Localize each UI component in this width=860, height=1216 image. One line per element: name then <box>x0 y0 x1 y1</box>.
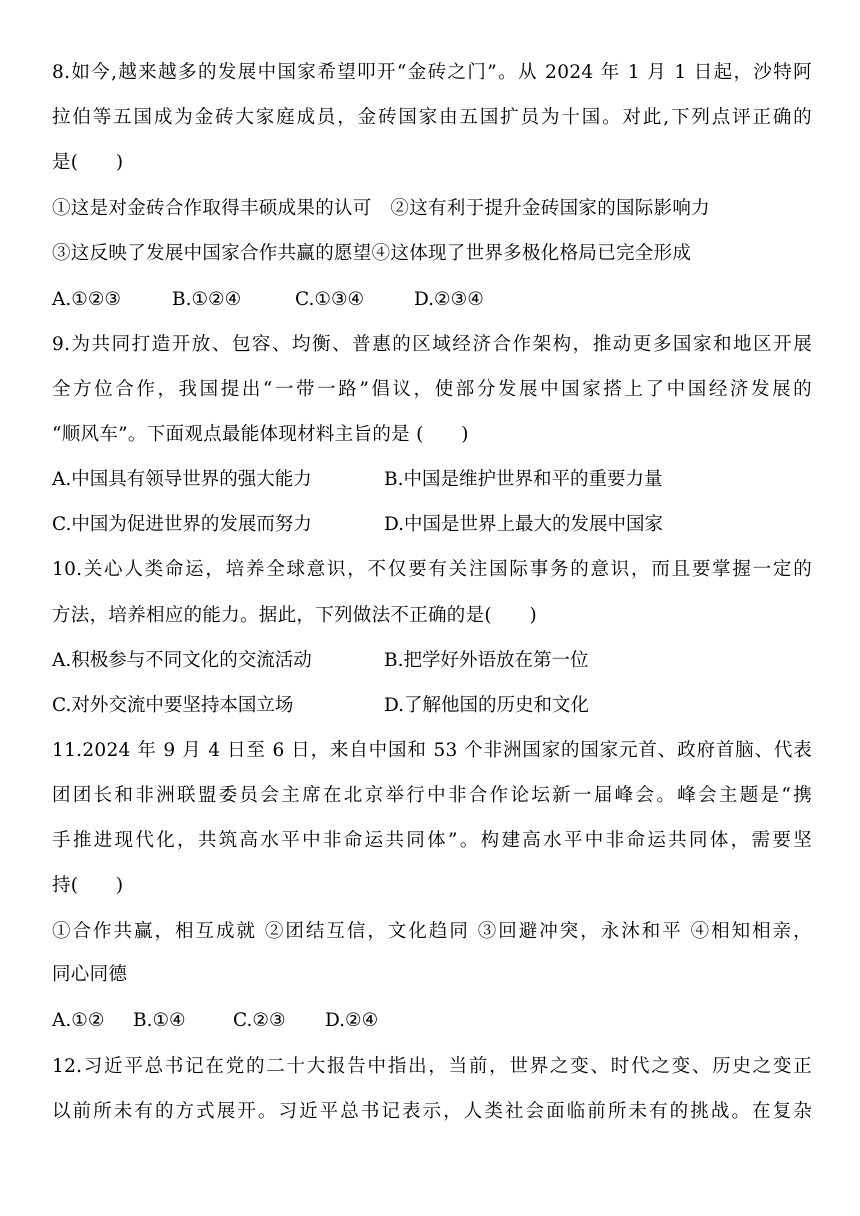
question-8-option-a[interactable]: A.①②③ <box>52 289 121 310</box>
question-8-stem-line-2: 拉伯等五国成为金砖大家庭成员，金砖国家由五国扩员为十国。对此,下列点评正确的 <box>52 107 812 128</box>
question-8-option-d[interactable]: D.②③④ <box>414 289 484 310</box>
question-11-stem-line-3: 手推进现代化，共筑高水平中非命运共同体”。构建高水平中非命运共同体，需要坚 <box>52 830 812 851</box>
question-9-stem-line-1: 9.为共同打造开放、包容、均衡、普惠的区域经济合作架构，推动更多国家和地区开展 <box>52 334 812 355</box>
question-10-option-d[interactable]: D.了解他国的历史和文化 <box>384 695 590 716</box>
question-11-statements-line-2: 同心同德 <box>52 964 128 985</box>
question-10-option-c[interactable]: C.对外交流中要坚持本国立场 <box>52 695 294 716</box>
question-9-stem-line-3: “顺风车”。下面观点最能体现材料主旨的是 ( ) <box>52 424 469 445</box>
question-8-option-b[interactable]: B.①②④ <box>172 289 242 310</box>
question-10-option-b[interactable]: B.把学好外语放在第一位 <box>384 650 589 671</box>
question-11-option-c[interactable]: C.②③ <box>233 1010 286 1031</box>
question-11-option-a[interactable]: A.①② <box>52 1010 105 1031</box>
question-8-statements-line-2: ③这反映了发展中国家合作共赢的愿望④这体现了世界多极化格局已完全形成 <box>52 243 692 264</box>
question-10-option-a[interactable]: A.积极参与不同文化的交流活动 <box>52 650 312 671</box>
question-8-stem-line-1: 8.如今,越来越多的发展中国家希望叩开“金砖之门”。从 2024 年 1 月 1 日起，沙特阿 <box>52 62 812 83</box>
question-11-option-d[interactable]: D.②④ <box>325 1010 379 1031</box>
question-11-stem-line-2: 团团长和非洲联盟委员会主席在北京举行中非合作论坛新一届峰会。峰会主题是“携 <box>52 785 812 806</box>
question-12-stem-line-1: 12.习近平总书记在党的二十大报告中指出，当前，世界之变、时代之变、历史之变正 <box>52 1056 812 1077</box>
question-9-option-a[interactable]: A.中国具有领导世界的强大能力 <box>52 469 312 490</box>
question-11-stem-line-1: 11.2024 年 9 月 4 日至 6 日，来自中国和 53 个非洲国家的国家元首、政府首脑、代表 <box>52 740 812 761</box>
question-10-stem-line-2: 方法，培养相应的能力。据此，下列做法不正确的是( ) <box>52 605 538 626</box>
question-10-stem-line-1: 10.关心人类命运，培养全球意识，不仅要有关注国际事务的意识，而且要掌握一定的 <box>52 559 812 580</box>
question-9-option-d[interactable]: D.中国是世界上最大的发展中国家 <box>384 514 664 535</box>
question-9-option-b[interactable]: B.中国是维护世界和平的重要力量 <box>384 469 663 490</box>
question-9-option-c[interactable]: C.中国为促进世界的发展而努力 <box>52 514 312 535</box>
question-11-option-b[interactable]: B.①④ <box>133 1010 186 1031</box>
question-8-statements-line-1: ①这是对金砖合作取得丰硕成果的认可 ②这有利于提升金砖国家的国际影响力 <box>52 198 711 219</box>
question-11-stem-line-4: 持( ) <box>52 875 124 896</box>
question-12-stem-line-2: 以前所未有的方式展开。习近平总书记表示，人类社会面临前所未有的挑战。在复杂 <box>52 1101 812 1122</box>
question-8-option-c[interactable]: C.①③④ <box>295 289 365 310</box>
question-11-statements-line-1: ①合作共赢，相互成就 ②团结互信，文化趋同 ③回避冲突，永沐和平 ④相知相亲， <box>52 921 812 942</box>
question-8-stem-line-3: 是( ) <box>52 152 124 173</box>
question-9-stem-line-2: 全方位合作，我国提出“一带一路”倡议，使部分发展中国家搭上了中国经济发展的 <box>52 379 812 400</box>
